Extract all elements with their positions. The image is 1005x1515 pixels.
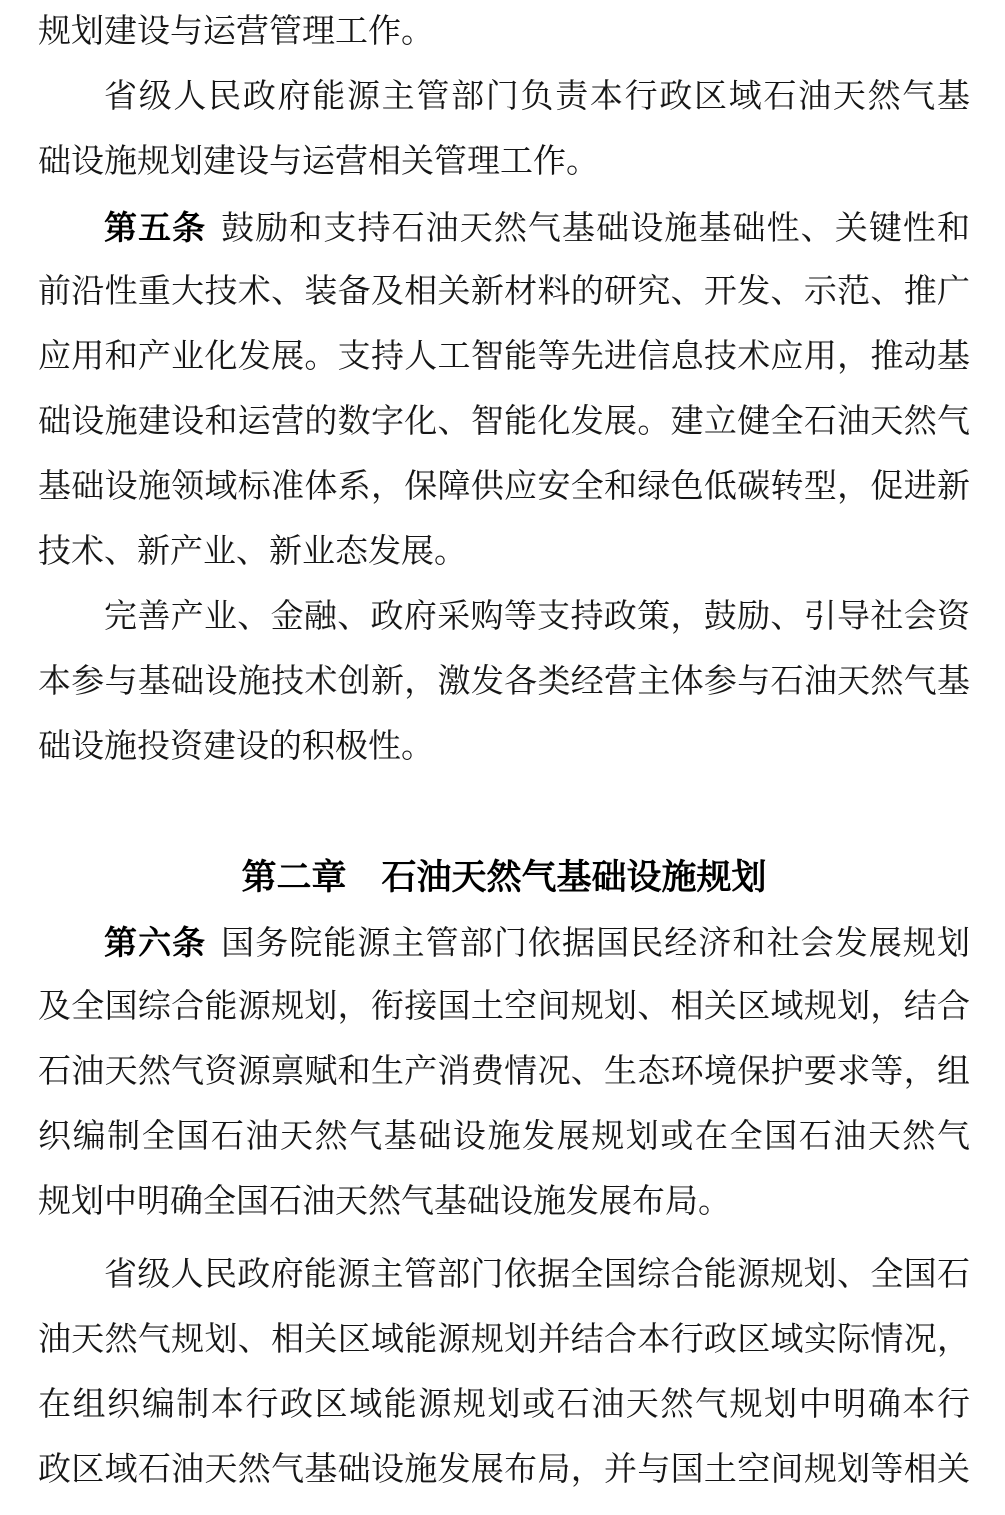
text-line [38,1105,970,1170]
text-line [38,65,970,130]
text-line [38,325,970,390]
text-line [38,260,970,325]
text-line [38,1040,970,1105]
text-line [38,1373,970,1438]
article-number: 第六条 [104,924,207,961]
text-run: 第二章 石油天然气基础设施规划 [241,858,767,897]
text-run: 础设施建设和运营的数字化、智能化发展。建立健全石油天然气 [38,404,970,440]
article-number: 第五条 [104,209,207,246]
text-run: 及全国综合能源规划，衔接国土空间规划、相关区域规划，结合 [38,989,970,1025]
text-run: 省级人民政府能源主管部门依据全国综合能源规划、全国石 [104,1257,970,1293]
text-run: 技术、新产业、新业态发展。 [38,534,467,570]
text-run: 在组织编制本行政区域能源规划或石油天然气规划中明确本行 [38,1387,970,1423]
text-run: 础设施投资建设的积极性。 [38,729,434,765]
text-line [38,715,970,780]
text-run: 省级人民政府能源主管部门负责本行政区域石油天然气基 [104,79,970,115]
text-line [38,1438,970,1503]
text-run: 础设施规划建设与运营相关管理工作。 [38,144,599,180]
text-line [38,390,970,455]
text-run: 基础设施领域标准体系，保障供应安全和绿色低碳转型，促进新 [38,469,970,505]
text-line [38,0,970,65]
text-line [38,585,970,650]
text-line [38,1170,970,1235]
text-run: 应用和产业化发展。支持人工智能等先进信息技术应用，推动基 [38,339,970,375]
text-run: 鼓励和支持石油天然气基础设施基础性、关键性和 [221,211,970,247]
text-run: 政区域石油天然气基础设施发展布局，并与国土空间规划等相关 [38,1452,970,1488]
blank-line [38,780,970,845]
text-line [38,650,970,715]
text-line [38,455,970,520]
text-line [38,1243,970,1308]
text-run: 织编制全国石油天然气基础设施发展规划或在全国石油天然气 [38,1119,970,1155]
text-run: 规划中明确全国石油天然气基础设施发展布局。 [38,1184,731,1220]
text-line [38,520,970,585]
text-run: 石油天然气资源禀赋和生产消费情况、生态环境保护要求等，组 [38,1054,970,1090]
text-run: 完善产业、金融、政府采购等支持政策，鼓励、引导社会资 [104,599,970,635]
text-line [38,910,970,975]
text-run: 规划建设与运营管理工作。 [38,14,434,50]
text-run: 油天然气规划、相关区域能源规划并结合本行政区域实际情况， [38,1322,970,1358]
text-line [38,195,970,260]
text-run: 国务院能源主管部门依据国民经济和社会发展规划 [221,926,970,962]
text-run: 前沿性重大技术、装备及相关新材料的研究、开发、示范、推广 [38,274,970,310]
text-line [38,975,970,1040]
text-run: 本参与基础设施技术创新，激发各类经营主体参与石油天然气基 [38,664,970,700]
text-line [38,1308,970,1373]
text-line [38,130,970,195]
chapter-heading [38,845,970,910]
